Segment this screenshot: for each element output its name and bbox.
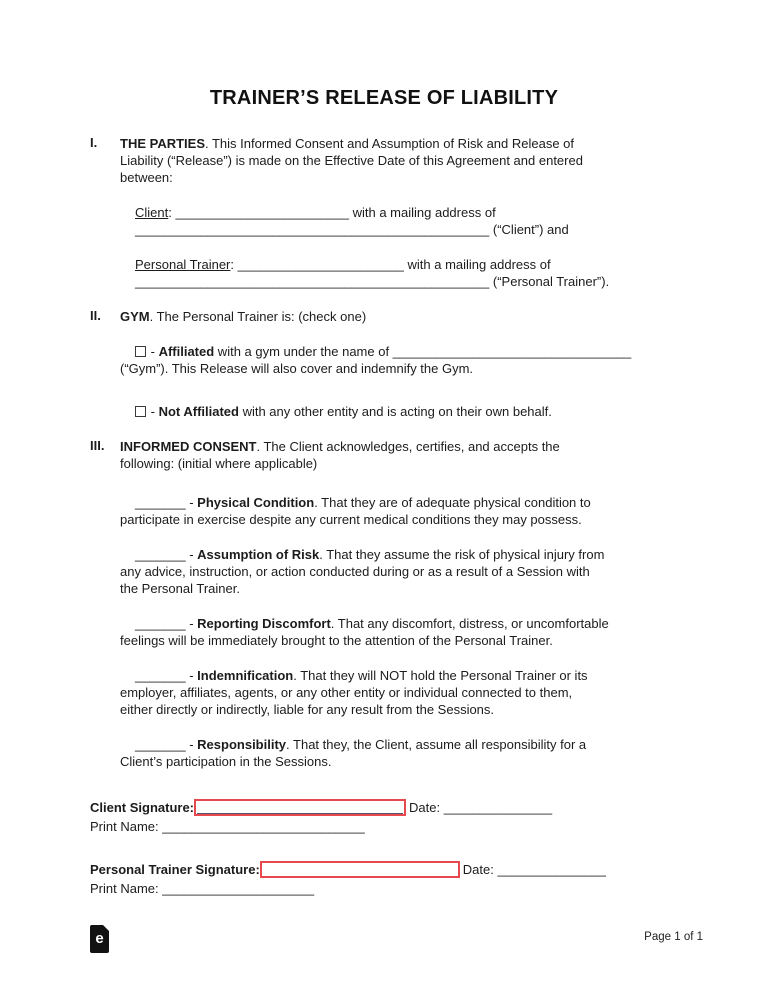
text-segment: . That they will NOT hold the Personal Trainer or its (293, 668, 588, 683)
print-name-blank-line: _____________________ (162, 881, 315, 896)
print-name-label: Print Name: (90, 881, 163, 896)
client-signature (90, 798, 768, 835)
text-line (120, 667, 768, 684)
text-segment: employer, affiliates, agents, or any other entity or individual connected to them, (120, 685, 573, 700)
text-line (120, 169, 768, 186)
text-segment: . That they assume the risk of physical injury from (319, 547, 605, 562)
section-3-informed-consent (90, 438, 768, 472)
text-segment: feelings will be immediately brought to the attention of the Personal Trainer. (120, 633, 553, 648)
text-line (135, 273, 768, 290)
text-segment: . That any discomfort, distress, or uncomfortable (330, 616, 609, 631)
section-number: II. (90, 308, 101, 323)
text-line (120, 615, 768, 632)
date-label: Date: (409, 800, 444, 815)
text-segment: Not Affiliated (158, 404, 239, 419)
text-segment: _______ - (135, 616, 198, 631)
party-client (135, 204, 768, 238)
text-segment: Reporting Discomfort (197, 616, 331, 631)
document-body (0, 135, 768, 897)
date-blank-line: _______________ (497, 862, 606, 877)
text-segment: - (147, 344, 159, 359)
text-segment: INFORMED CONSENT (120, 439, 257, 454)
eforms-logo-letter: e (95, 930, 104, 947)
checkbox-icon[interactable] (135, 406, 146, 417)
text-segment: Assumption of Risk (197, 547, 320, 562)
section-number: I. (90, 135, 98, 150)
text-segment: : ________________________ with a mailing address of (168, 205, 496, 220)
gym-affiliated (120, 343, 768, 377)
text-segment: Physical Condition (197, 495, 315, 510)
text-line (120, 360, 768, 377)
text-line (120, 632, 768, 649)
client-signature-label: Client Signature: (90, 800, 195, 815)
text-segment: _______ - (135, 737, 198, 752)
party-personal-trainer (135, 256, 768, 290)
text-segment: any advice, instruction, or action conducted during or as a result of a Session with (120, 564, 590, 579)
text-segment: _________________________________________________ (“Personal Trainer”). (135, 274, 610, 289)
text-line (120, 494, 768, 511)
text-line (120, 701, 768, 718)
text-line (120, 403, 768, 420)
text-line (120, 152, 768, 169)
text-line (120, 438, 768, 455)
text-line (120, 753, 768, 770)
print-name-label: Print Name: (90, 819, 163, 834)
client-signature-field[interactable] (194, 799, 406, 816)
trainer-signature (90, 860, 768, 897)
print-name-row (90, 880, 768, 897)
text-segment: (“Gym”). This Release will also cover and indemnify the Gym. (120, 361, 474, 376)
text-segment: . That they are of adequate physical condition to (314, 495, 591, 510)
eforms-logo (90, 925, 109, 953)
text-segment: GYM (120, 309, 150, 324)
text-segment: . That they, the Client, assume all responsibility for a (286, 737, 587, 752)
gym-not-affiliated (120, 403, 768, 420)
text-segment: Liability (“Release”) is made on the Effective Date of this Agreement and entered (120, 153, 583, 168)
date-label: Date: (462, 862, 498, 877)
consent-physical-condition (120, 494, 768, 528)
text-segment: : _______________________ with a mailing address of (230, 257, 551, 272)
print-name-blank-line: ____________________________ (162, 819, 365, 834)
checkbox-icon[interactable] (135, 346, 146, 357)
text-segment: with any other entity and is acting on their own behalf. (238, 404, 552, 419)
document-title: TRAINER’S RELEASE OF LIABILITY (209, 87, 559, 109)
trainer-signature-row (90, 860, 768, 880)
text-segment: following: (initial where applicable) (120, 456, 318, 471)
consent-assumption-of-risk (120, 546, 768, 597)
page-number-label: Page 1 of 1 (644, 931, 703, 943)
text-segment: Personal Trainer (135, 257, 231, 272)
text-segment: . This Informed Consent and Assumption of Risk and Release of (205, 136, 575, 151)
client-signature-row (90, 798, 768, 818)
text-segment: Indemnification (197, 668, 294, 683)
trainer-signature-label: Personal Trainer Signature: (90, 862, 260, 877)
section-2-gym (90, 308, 768, 325)
text-segment: _________________________________________________ (“Client”) and (135, 222, 569, 237)
text-segment: _______ - (135, 547, 198, 562)
text-segment: _______ - (135, 495, 198, 510)
text-segment: between: (120, 170, 173, 185)
text-segment: _______ - (135, 668, 198, 683)
text-segment: Client’s participation in the Sessions. (120, 754, 332, 769)
section-1-the-parties (90, 135, 768, 186)
text-line (120, 511, 768, 528)
text-segment: either directly or indirectly, liable for any result from the Sessions. (120, 702, 495, 717)
text-line (120, 546, 768, 563)
text-segment: Affiliated (158, 344, 215, 359)
text-segment: with a gym under the name of _________________________________ (214, 344, 632, 359)
trainer-signature-field[interactable] (260, 861, 460, 878)
text-segment: . The Client acknowledges, certifies, and accepts the (256, 439, 560, 454)
text-segment: the Personal Trainer. (120, 581, 240, 596)
text-line (120, 343, 768, 360)
text-line (120, 563, 768, 580)
text-line (120, 135, 768, 152)
text-line (135, 256, 768, 273)
text-line (120, 455, 768, 472)
date-blank-line: _______________ (443, 800, 553, 815)
text-segment: THE PARTIES (120, 136, 205, 151)
text-segment: participate in exercise despite any current medical conditions they may possess. (120, 512, 582, 527)
text-segment: . The Personal Trainer is: (check one) (149, 309, 367, 324)
text-line (135, 221, 768, 238)
text-line (120, 580, 768, 597)
consent-responsibility (120, 736, 768, 770)
text-segment: Responsibility (197, 737, 287, 752)
section-number: III. (90, 438, 105, 453)
text-line (120, 308, 768, 325)
text-line (120, 684, 768, 701)
text-segment: Client (135, 205, 169, 220)
text-line (120, 736, 768, 753)
text-line (135, 204, 768, 221)
consent-indemnification (120, 667, 768, 718)
print-name-row (90, 818, 768, 835)
consent-reporting-discomfort (120, 615, 768, 649)
text-segment: - (147, 404, 159, 419)
